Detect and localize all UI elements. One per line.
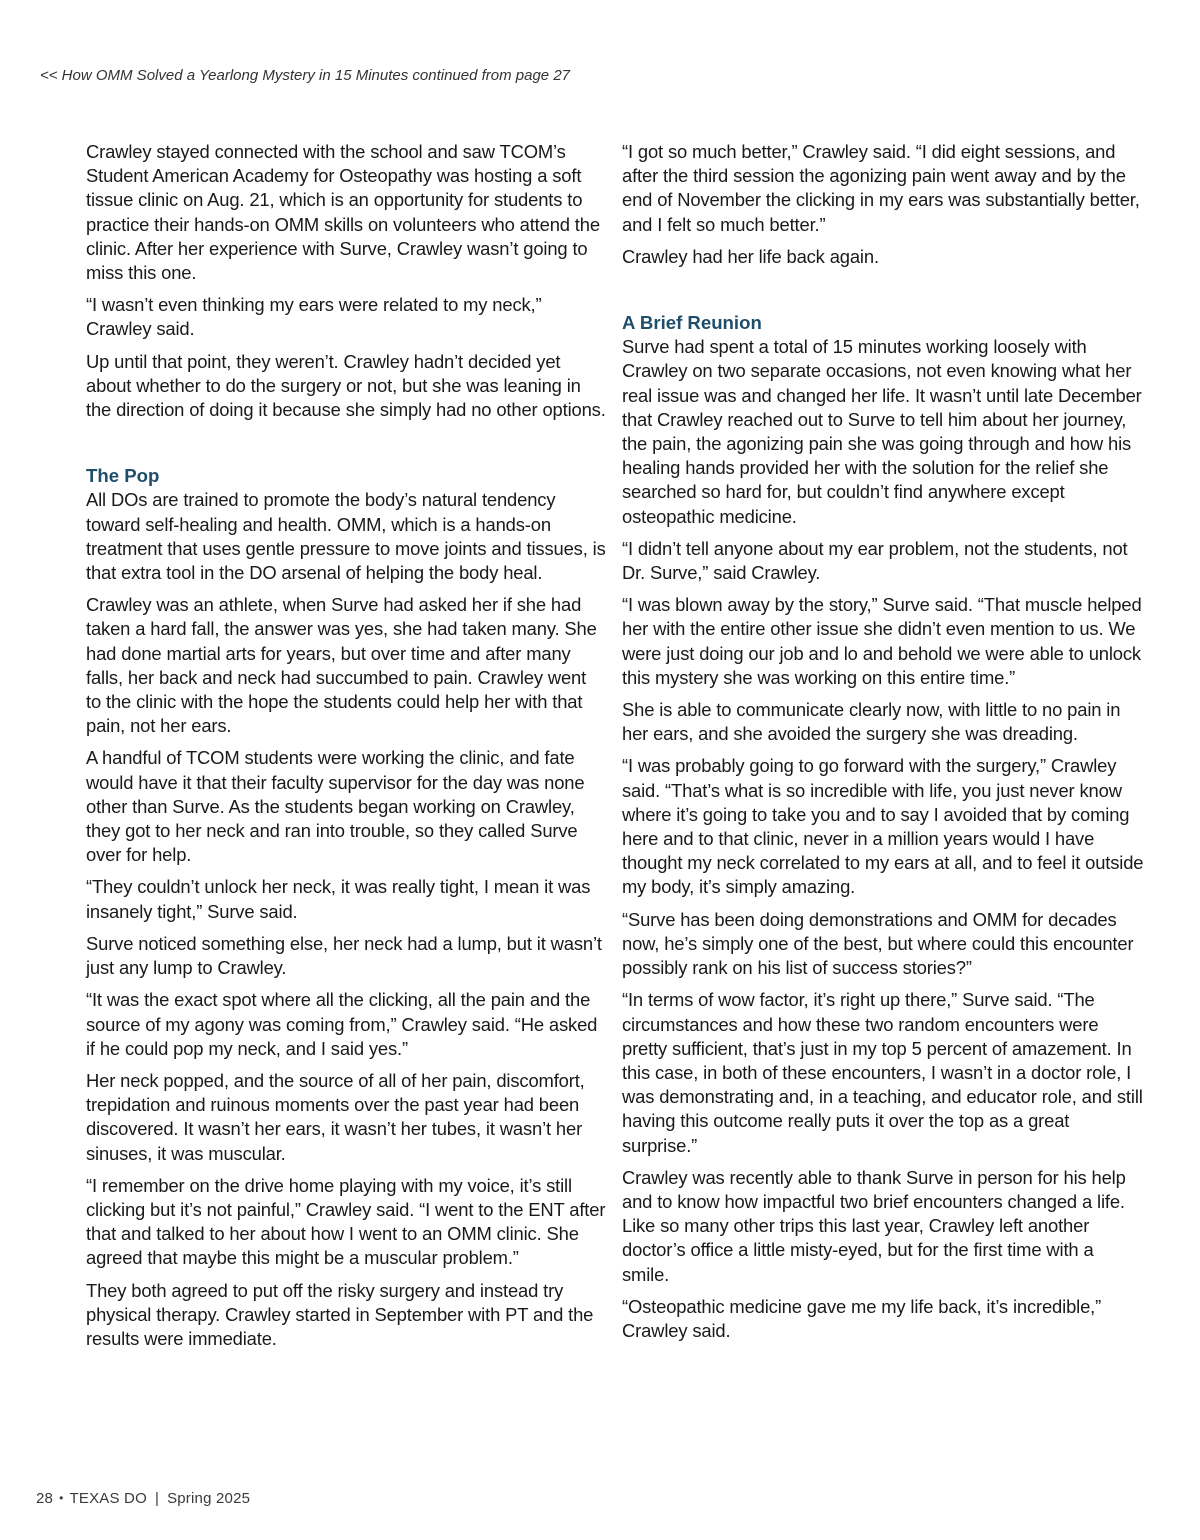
footer-pipe-separator: | — [154, 1490, 160, 1507]
section-spacer — [86, 430, 606, 464]
body-paragraph: Up until that point, they weren’t. Crawley hadn’t decided yet about whether to do the surgery or not, but she was leaning in the direction of doing it because she simply had no other options. — [86, 350, 606, 421]
publication-name: TEXAS DO — [69, 1490, 147, 1507]
body-paragraph: “They couldn’t unlock her neck, it was really tight, I mean it was insanely tight,” Surve said. — [86, 876, 591, 922]
body-paragraph: Crawley was an athlete, when Surve had asked her if she had taken a hard fall, the answer was yes, she had taken many. She had done martial arts for years, but over time and after many falls, her back and neck had succumbed to pain. Crawley went to the clinic with the hope the students could help her with that pain, not her ears. — [86, 594, 597, 737]
body-paragraph: All DOs are trained to promote the body’s natural tendency toward self-healing and health. OMM, which is a hands-on treatment that uses gentle pressure to move joints and tissues, is that extra tool in the DO arsenal of helping the body heal. — [86, 489, 606, 584]
body-paragraph: Crawley stayed connected with the school and saw TCOM’s Student American Academy for Osteopathy was hosting a soft tissue clinic on Aug. 21, which is an opportunity for students to practice their hands-on OMM skills on volunteers who attend the clinic. After her experience with Surve, Crawley wasn’t going to miss this one. — [86, 141, 600, 284]
body-paragraph: A handful of TCOM students were working the clinic, and fate would have it that their faculty supervisor for the day was none other than Surve. As the students began working on Crawley, they got to her neck and ran into trouble, so they called Surve over for help. — [86, 747, 585, 866]
body-paragraph: “It was the exact spot where all the clicking, all the pain and the source of my agony was coming from,” Crawley said. “He asked if he could pop my neck, and I said yes.” — [86, 989, 598, 1059]
footer-dot-separator: • — [59, 1491, 64, 1505]
right-column — [622, 140, 1144, 1351]
body-paragraph: Her neck popped, and the source of all of her pain, discomfort, trepidation and ruinous moments over the past year had been discovered. It wasn’t her ears, it wasn’t her tubes, it wasn’t her sinuses, it was muscular. — [86, 1069, 585, 1164]
body-paragraph: “Osteopathic medicine gave me my life back, it’s incredible,” Crawley said. — [622, 1295, 1102, 1341]
body-paragraph: “I didn’t tell anyone about my ear problem, not the students, not Dr. Surve,” said Crawley. — [622, 537, 1128, 584]
body-paragraph: “I got so much better,” Crawley said. “I did eight sessions, and after the third session the agonizing pain went away and by the end of November the clicking in my ears was substantially better, and I felt so much better.” — [622, 141, 1140, 235]
body-paragraph: Crawley had her life back again. — [622, 245, 879, 267]
section-spacer — [622, 277, 1144, 311]
body-paragraph: “Surve has been doing demonstrations and OMM for decades now, he’s simply one of the best, but where could this encounter possibly rank on his list of success stories?” — [622, 908, 1134, 979]
continued-from-line: << How OMM Solved a Yearlong Mystery in 15 Minutes continued from page 27 — [40, 67, 571, 84]
section-heading-brief-reunion: A Brief Reunion — [622, 312, 762, 334]
body-paragraph: “I remember on the drive home playing with my voice, it’s still clicking but it’s not painful,” Crawley said. “I went to the ENT after that and talked to her about how I went to an OMM clinic. She agreed that maybe this might be a muscular problem.” — [86, 1174, 606, 1269]
body-paragraph: Crawley was recently able to thank Surve in person for his help and to know how impactful two brief encounters changed a life. Like so many other trips this last year, Crawley left another doctor’s office a little misty-eyed, but for the first time with a smile. — [622, 1166, 1126, 1285]
body-paragraph: She is able to communicate clearly now, with little to no pain in her ears, and she avoided the surgery she was dreading. — [622, 699, 1121, 745]
body-paragraph: Surve noticed something else, her neck had a lump, but it wasn’t just any lump to Crawley. — [86, 932, 602, 979]
page-footer — [36, 1490, 250, 1507]
section-heading-the-pop: The Pop — [86, 465, 160, 487]
body-paragraph: “I was blown away by the story,” Surve said. “That muscle helped her with the entire other issue she didn’t even mention to us. We were just doing our job and lo and behold we were able to unlock this mystery she was working on this entire time.” — [622, 594, 1142, 688]
body-paragraph: “I wasn’t even thinking my ears were related to my neck,” Crawley said. — [86, 294, 542, 340]
body-paragraph: “I was probably going to go forward with the surgery,” Crawley said. “That’s what is so incredible with life, you just never know where it’s going to take you and to say I avoided that by coming here and to that clinic, never in a million years would I have thought my neck correlated to my ears at all, and to feel it outside my body, it’s simply amazing. — [622, 755, 1144, 898]
issue-label: Spring 2025 — [167, 1490, 251, 1507]
left-column — [86, 140, 606, 1359]
body-paragraph: They both agreed to put off the risky surgery and instead try physical therapy. Crawley started in September with PT and the results were immediate. — [86, 1279, 594, 1349]
body-paragraph: Surve had spent a total of 15 minutes working loosely with Crawley on two separate occasions, not even knowing what her real issue was and changed her life. It wasn’t until late December that Crawley reached out to Surve to tell him about her journey, the pain, the agonizing pain she was going through and how his healing hands provided her with the solution for the relief she searched so hard for, but couldn’t find anywhere except osteopathic medicine. — [622, 336, 1142, 527]
body-paragraph: “In terms of wow factor, it’s right up there,” Surve said. “The circumstances and how these two random encounters were pretty sufficient, that’s just in my top 5 percent of amazement. In this case, in both of these encounters, I wasn’t in a doctor role, I was demonstrating and, in a teaching, and educator role, and still having this outcome really puts it over the top as a great surprise.” — [622, 989, 1143, 1156]
page-number: 28 — [36, 1490, 54, 1507]
